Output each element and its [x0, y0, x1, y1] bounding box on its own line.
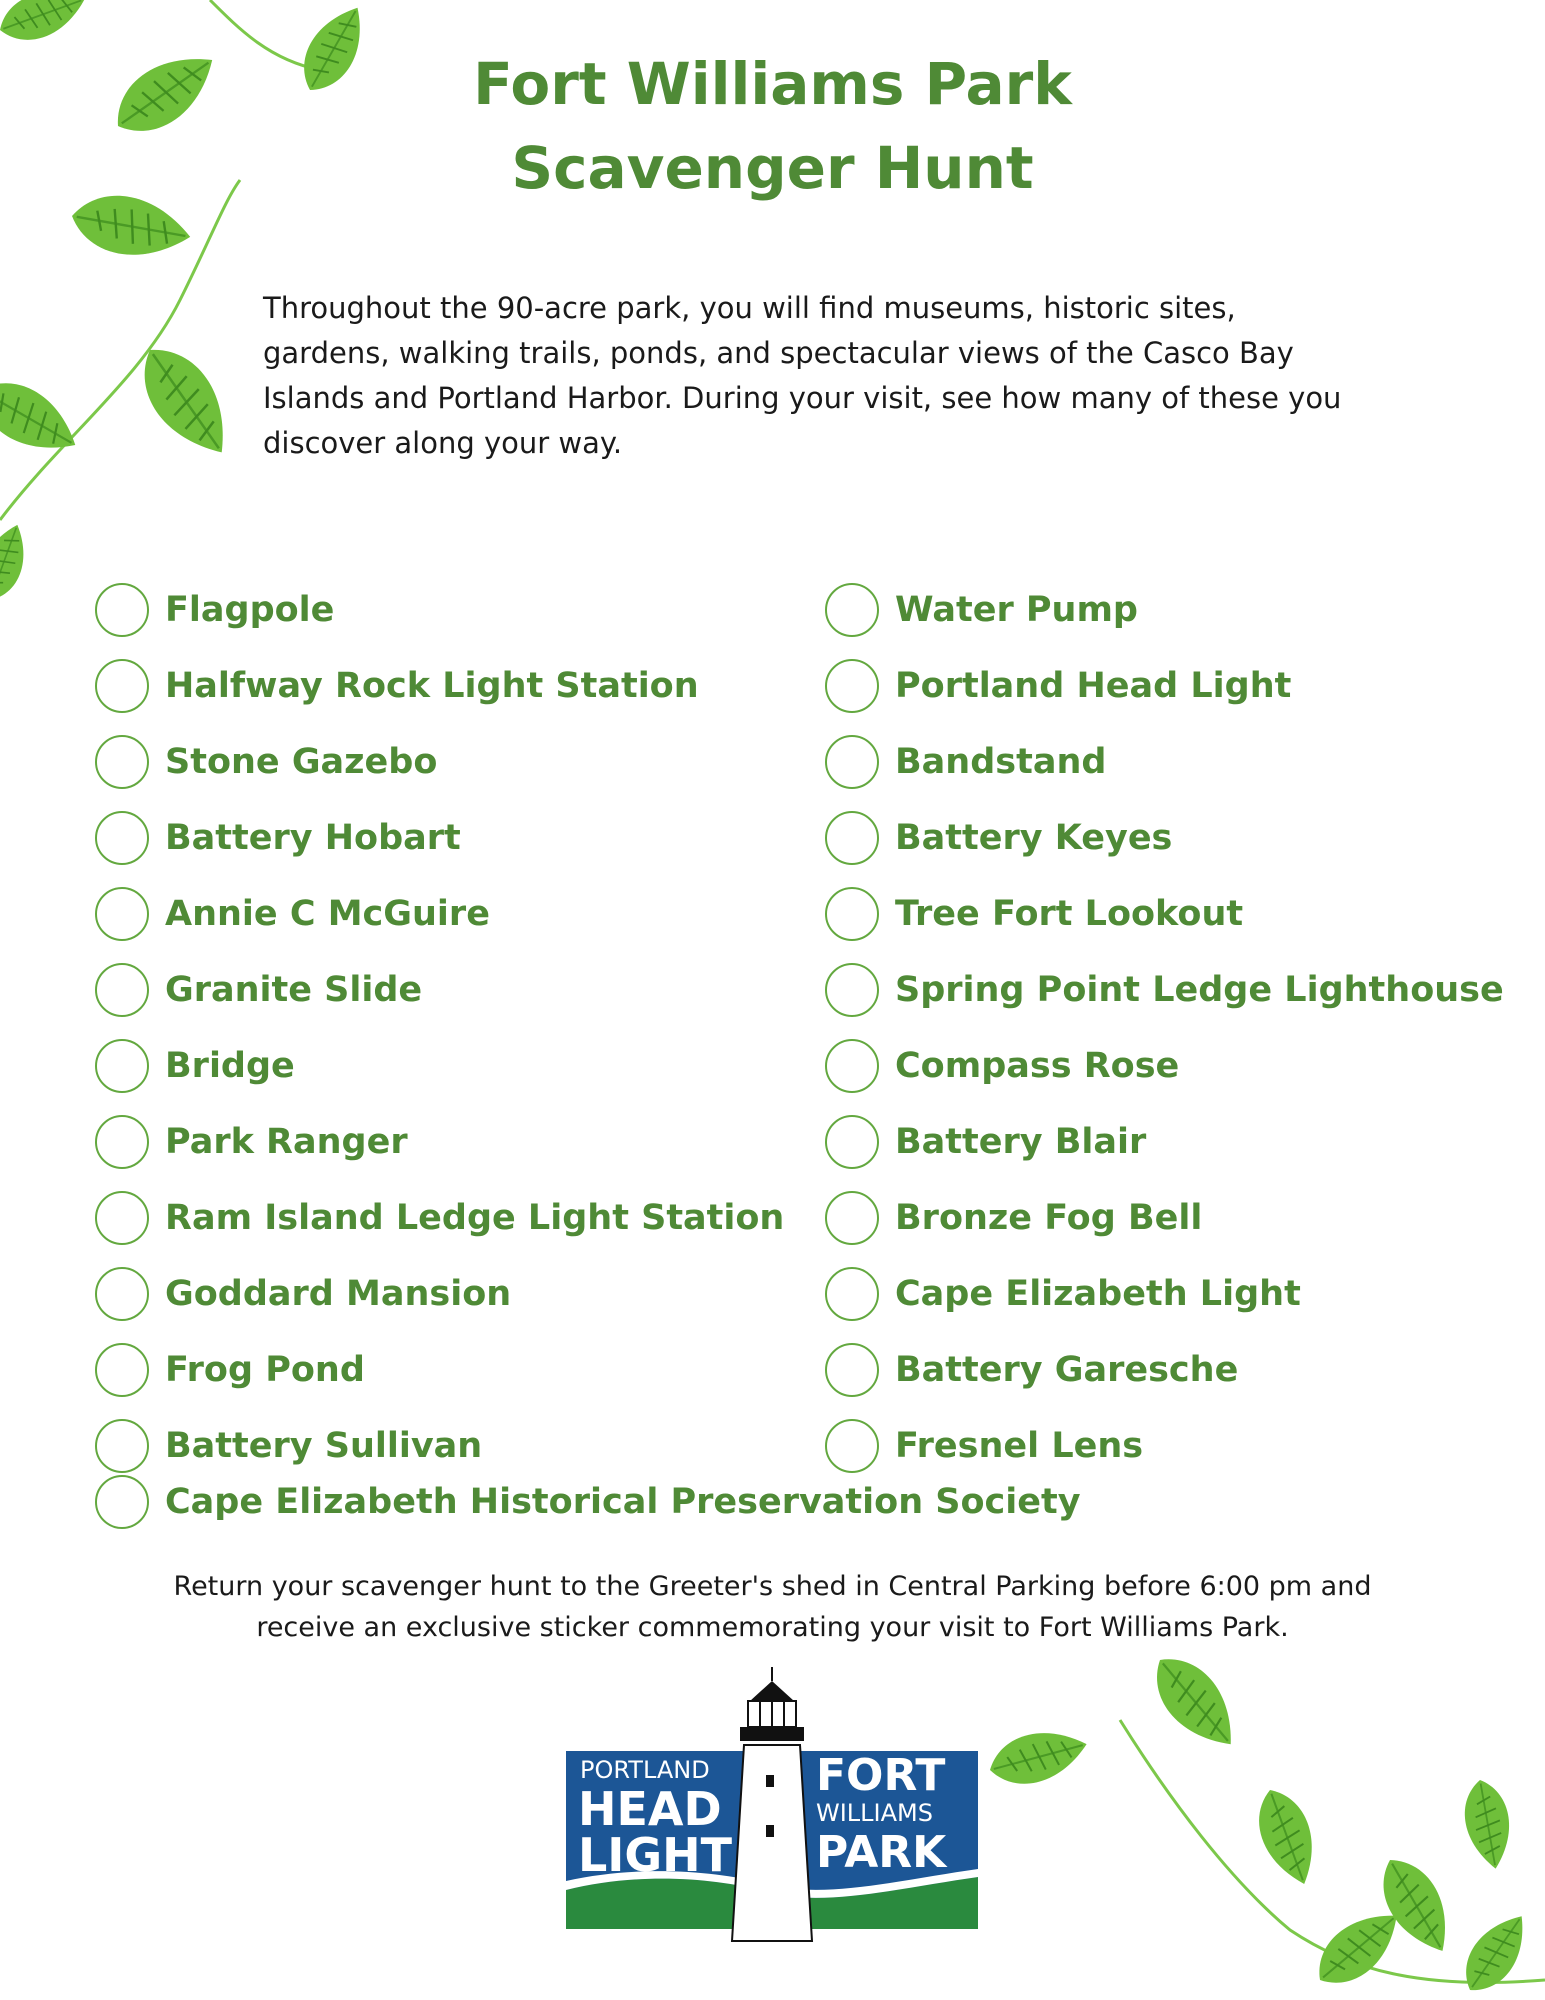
checklist-item[interactable] [95, 724, 784, 800]
checklist-item[interactable] [825, 876, 1504, 952]
checklist-item[interactable] [95, 1028, 784, 1104]
item-label: Frog Pond [165, 1350, 365, 1390]
item-label: Bandstand [895, 742, 1107, 782]
checkbox-circle[interactable] [95, 659, 149, 713]
checkbox-circle[interactable] [95, 1039, 149, 1093]
checkbox-circle[interactable] [95, 1475, 149, 1529]
logo-text-williams: WILLIAMS [816, 1799, 933, 1827]
checkbox-circle[interactable] [825, 963, 879, 1017]
footer-line-1: Return your scavenger hunt to the Greeter's shed in Central Parking before 6:00 pm and [173, 1571, 1372, 1602]
item-label: Portland Head Light [895, 666, 1292, 706]
checklist-item[interactable] [95, 952, 784, 1028]
item-label: Flagpole [165, 590, 335, 630]
logo-text-fort: FORT [816, 1750, 946, 1801]
checklist-item[interactable] [825, 1104, 1504, 1180]
item-label: Cape Elizabeth Historical Preservation Society [165, 1482, 1081, 1522]
checklist-left-column [95, 572, 784, 1484]
item-label: Park Ranger [165, 1122, 408, 1162]
portland-head-light-logo [566, 1665, 978, 1950]
checkbox-circle[interactable] [95, 1267, 149, 1321]
checklist-full-width [95, 1464, 1081, 1540]
item-label: Goddard Mansion [165, 1274, 512, 1314]
intro-line-2: gardens, walking trails, ponds, and spectacular views of the Casco Bay [263, 336, 1294, 370]
checkbox-circle[interactable] [95, 1115, 149, 1169]
checklist-item[interactable] [95, 1180, 784, 1256]
checklist-item[interactable] [95, 1104, 784, 1180]
item-label: Battery Garesche [895, 1350, 1239, 1390]
checklist-item[interactable] [95, 1256, 784, 1332]
item-label: Fresnel Lens [895, 1426, 1144, 1466]
checklist-item[interactable] [825, 952, 1504, 1028]
checkbox-circle[interactable] [825, 1191, 879, 1245]
checkbox-circle[interactable] [825, 1115, 879, 1169]
checklist-right-column [825, 572, 1504, 1484]
checklist-item[interactable] [95, 876, 784, 952]
logo-text-head: HEAD [578, 1782, 722, 1836]
checkbox-circle[interactable] [825, 583, 879, 637]
footer-line-2: receive an exclusive sticker commemorating your visit to Fort Williams Park. [256, 1612, 1289, 1643]
item-label: Bridge [165, 1046, 295, 1086]
checklist-item[interactable] [825, 1332, 1504, 1408]
item-label: Battery Keyes [895, 818, 1173, 858]
checkbox-circle[interactable] [825, 735, 879, 789]
item-label: Spring Point Ledge Lighthouse [895, 970, 1504, 1010]
checkbox-circle[interactable] [825, 887, 879, 941]
checkbox-circle[interactable] [825, 811, 879, 865]
item-label: Battery Sullivan [165, 1426, 483, 1466]
checklist-item[interactable] [825, 724, 1504, 800]
checklist-item[interactable] [825, 1180, 1504, 1256]
checklist-item[interactable] [95, 1464, 1081, 1540]
checklist-item[interactable] [95, 1332, 784, 1408]
checklist-item[interactable] [825, 800, 1504, 876]
title-line-2: Scavenger Hunt [511, 134, 1034, 202]
title-line-1: Fort Williams Park [473, 50, 1072, 118]
checkbox-circle[interactable] [825, 1343, 879, 1397]
checklist-item[interactable] [825, 1028, 1504, 1104]
return-instructions [0, 1566, 1545, 1648]
logo-text-light: LIGHT [578, 1828, 733, 1882]
item-label: Ram Island Ledge Light Station [165, 1198, 785, 1238]
checkbox-circle[interactable] [825, 1267, 879, 1321]
checklist-item[interactable] [825, 648, 1504, 724]
checklist-item[interactable] [95, 572, 784, 648]
item-label: Water Pump [895, 590, 1138, 630]
checklist-item[interactable] [95, 800, 784, 876]
item-label: Halfway Rock Light Station [165, 666, 699, 706]
item-label: Battery Blair [895, 1122, 1147, 1162]
checkbox-circle[interactable] [95, 887, 149, 941]
intro-paragraph [263, 286, 1403, 466]
item-label: Tree Fort Lookout [895, 894, 1244, 934]
intro-line-4: discover along your way. [263, 426, 623, 460]
item-label: Annie C McGuire [165, 894, 490, 934]
checkbox-circle[interactable] [95, 1343, 149, 1397]
item-label: Granite Slide [165, 970, 423, 1010]
intro-line-3: Islands and Portland Harbor. During your visit, see how many of these you [263, 381, 1342, 415]
logo-text-park: PARK [816, 1827, 947, 1878]
item-label: Cape Elizabeth Light [895, 1274, 1301, 1314]
checkbox-circle[interactable] [95, 1191, 149, 1245]
page-title [0, 42, 1545, 210]
item-label: Compass Rose [895, 1046, 1180, 1086]
checkbox-circle[interactable] [825, 659, 879, 713]
checkbox-circle[interactable] [825, 1039, 879, 1093]
checkbox-circle[interactable] [95, 811, 149, 865]
checklist-item[interactable] [825, 1256, 1504, 1332]
checklist-item[interactable] [95, 648, 784, 724]
checklist-item[interactable] [825, 572, 1504, 648]
logo-text-portland: PORTLAND [580, 1756, 710, 1784]
checkbox-circle[interactable] [95, 735, 149, 789]
item-label: Bronze Fog Bell [895, 1198, 1203, 1238]
item-label: Stone Gazebo [165, 742, 438, 782]
item-label: Battery Hobart [165, 818, 461, 858]
intro-line-1: Throughout the 90-acre park, you will find museums, historic sites, [263, 291, 1236, 325]
checkbox-circle[interactable] [95, 583, 149, 637]
checkbox-circle[interactable] [95, 963, 149, 1017]
